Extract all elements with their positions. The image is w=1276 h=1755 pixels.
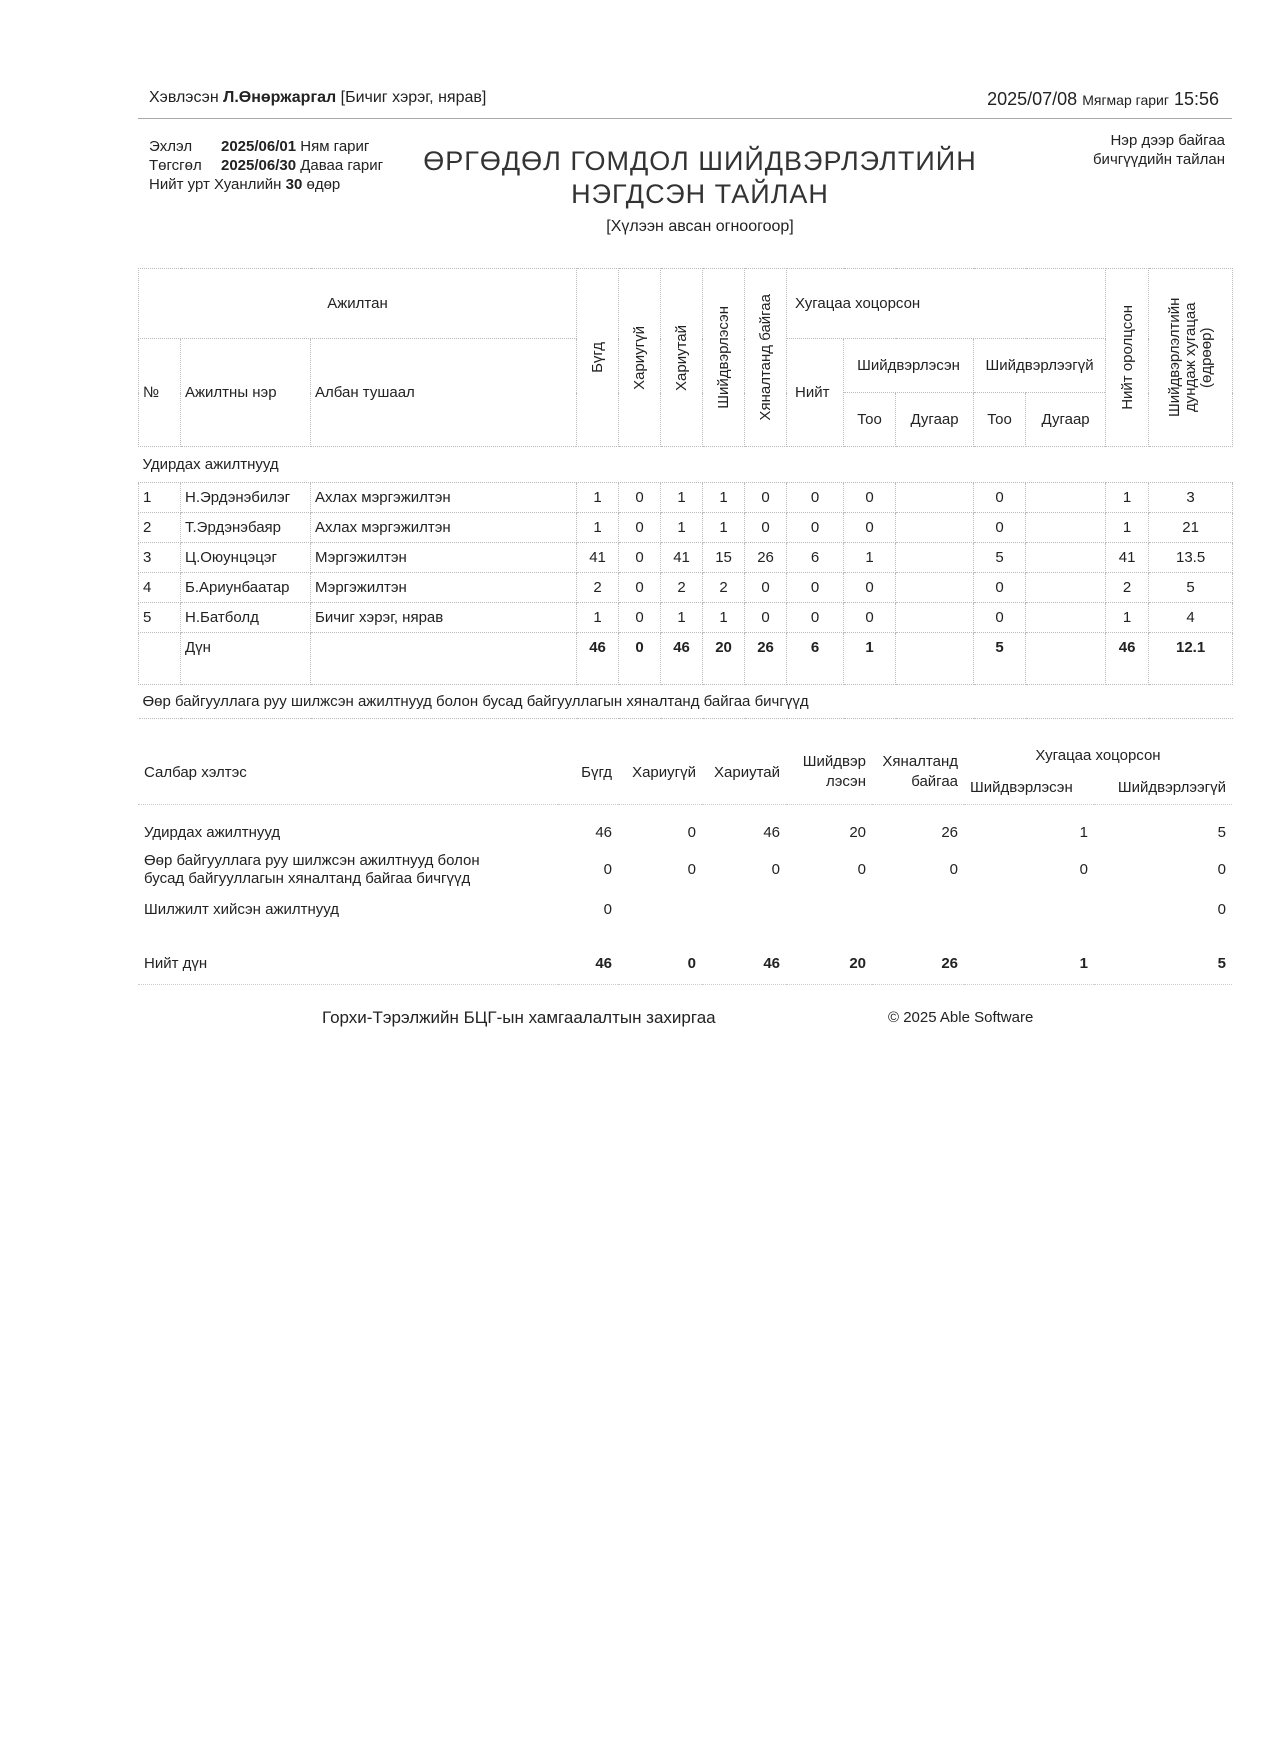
table-cell: 0	[745, 483, 787, 513]
table-cell: Шийдвэрлэсэн	[844, 339, 974, 393]
table-cell: 1	[1106, 513, 1149, 543]
section-transferred: Өөр байгууллага руу шилжсэн ажилтнууд болон бусад байгууллагын хяналтанд байгаа бичгүүд	[139, 685, 1233, 719]
summary-row	[138, 891, 1232, 929]
table-row	[139, 603, 1233, 633]
table-cell: 1	[703, 513, 745, 543]
table-cell: 26	[745, 633, 787, 685]
table-cell: 0	[844, 513, 896, 543]
table-cell: Нийт урт	[149, 176, 210, 193]
table-cell	[703, 269, 745, 447]
table-cell	[896, 603, 974, 633]
table-cell: 1	[844, 633, 896, 685]
table-cell: Төгсгөл	[149, 157, 202, 174]
table-cell	[1026, 483, 1106, 513]
table-cell: 1	[1079, 954, 1088, 972]
table-cell: Шилжилт хийсэн ажилтнууд	[144, 901, 340, 918]
table-cell: Эхлэл	[149, 138, 193, 155]
table-cell: Н.Эрдэнэбилэг	[181, 483, 311, 513]
table-cell	[786, 740, 872, 805]
table-cell	[964, 891, 1094, 929]
table-cell: 1	[1079, 824, 1088, 842]
table-cell: Өөр байгууллага руу шилжсэн ажилтнууд болон	[144, 851, 480, 869]
printed-by-role: [Бичиг хэрэг, нярав]	[340, 89, 487, 106]
table-cell: 0	[787, 483, 844, 513]
table-cell: лэсэн	[825, 773, 866, 790]
table-cell: 20	[849, 824, 866, 842]
table-cell: Салбар хэлтэс	[138, 740, 558, 805]
table-cell: Хяналтанд байгаа	[757, 294, 775, 421]
table-cell: 0	[844, 483, 896, 513]
table-cell	[1149, 269, 1233, 447]
table-cell: 0	[974, 513, 1026, 543]
table-cell: Шийдвэрлэсэн	[715, 306, 733, 409]
table-cell: 4	[1149, 603, 1233, 633]
table-cell: Хяналтанд	[882, 753, 958, 770]
table-cell: 46	[763, 824, 780, 842]
table-cell: 3	[139, 543, 181, 573]
table-cell: Дүн	[181, 633, 311, 685]
table-cell: 26	[941, 954, 958, 972]
table-cell: 5	[974, 633, 1026, 685]
printed-by	[149, 89, 486, 107]
table-cell: Т.Эрдэнэбаяр	[181, 513, 311, 543]
table-cell: өдөр	[306, 176, 341, 193]
table-cell: 0	[787, 573, 844, 603]
table-cell: 15	[703, 543, 745, 573]
table-cell: 0	[1217, 861, 1227, 878]
table-cell: 5	[139, 603, 181, 633]
table-cell: 0	[844, 603, 896, 633]
table-cell: 2	[703, 573, 745, 603]
table-cell: 1	[661, 603, 703, 633]
table-cell: бичгүүдийн тайлан	[1092, 151, 1225, 168]
table-cell	[896, 543, 974, 573]
table-cell: Дугаар	[896, 393, 974, 447]
report-type	[1093, 131, 1225, 169]
table-cell	[745, 269, 787, 447]
table-cell: 2	[577, 573, 619, 603]
table-cell: 46	[577, 633, 619, 685]
table-cell	[619, 269, 661, 447]
table-cell	[138, 849, 558, 891]
table-cell: 0	[771, 861, 780, 878]
table-cell: 0	[745, 513, 787, 543]
table-cell: 0	[857, 861, 866, 878]
subtotal-row	[139, 633, 1233, 685]
table-cell	[702, 891, 786, 929]
table-cell: 0	[745, 603, 787, 633]
header-divider	[138, 118, 1232, 119]
table-cell: Шийдвэрлэсэн	[970, 779, 1073, 796]
table-cell: 6	[787, 543, 844, 573]
table-cell: 0	[949, 861, 958, 878]
summary-row	[138, 805, 1232, 849]
table-cell: 46	[763, 954, 780, 972]
table-cell: Даваа гариг	[300, 157, 384, 174]
table-cell: Тоо	[974, 393, 1026, 447]
table-cell: Хугацаа хоцорсон	[1035, 747, 1161, 764]
table-cell: Хариугүй	[631, 325, 649, 390]
table-cell: Дугаар	[1026, 393, 1106, 447]
table-cell: 0	[619, 543, 661, 573]
table-cell: 0	[619, 573, 661, 603]
table-cell: 26	[941, 824, 958, 842]
report-title	[380, 145, 1020, 211]
table-cell	[661, 269, 703, 447]
table-cell: Удирдах ажилтнууд	[144, 824, 281, 842]
table-cell: Хуанлийн	[214, 176, 282, 193]
table-cell	[896, 513, 974, 543]
overdue-header: Хугацаа хоцорсон	[787, 269, 1106, 339]
table-cell: 0	[1079, 861, 1088, 878]
table-cell	[139, 633, 181, 685]
table-cell: Ажилтны нэр	[181, 339, 311, 447]
table-cell	[786, 891, 872, 929]
table-cell	[1026, 513, 1106, 543]
table-cell: 2	[1106, 573, 1149, 603]
table-cell: 5	[974, 543, 1026, 573]
table-cell: Шийдвэрлэлтийн дундаж хугацаа (өдрөөр)	[1165, 297, 1215, 418]
table-cell: 46	[1106, 633, 1149, 685]
table-cell: 3	[1149, 483, 1233, 513]
table-cell: 0	[974, 483, 1026, 513]
table-cell: Бүгд	[558, 740, 618, 805]
employee-table	[138, 268, 1233, 719]
employee-header: Ажилтан	[139, 269, 577, 339]
table-cell: 0	[844, 573, 896, 603]
table-cell: 1	[703, 483, 745, 513]
table-cell: 6	[787, 633, 844, 685]
table-cell: 0	[619, 633, 661, 685]
table-cell	[311, 633, 577, 685]
table-cell: 0	[687, 861, 696, 878]
table-cell: Хэвлэсэн	[149, 89, 219, 106]
table-cell: Мэргэжилтэн	[311, 543, 577, 573]
table-cell: 1	[844, 543, 896, 573]
table-cell: 0	[787, 513, 844, 543]
table-cell	[1026, 573, 1106, 603]
table-cell: 1	[661, 483, 703, 513]
table-cell: 5	[1149, 573, 1233, 603]
table-cell: Хариутай	[702, 740, 786, 805]
printed-by-name: Л.Өнөржаргал	[223, 89, 337, 106]
section-managers: Удирдах ажилтнууд	[139, 447, 1233, 483]
report-period	[149, 137, 383, 194]
table-row	[139, 573, 1233, 603]
table-cell	[896, 573, 974, 603]
table-cell: Ням гариг	[300, 138, 370, 155]
table-cell: 5	[1217, 954, 1227, 972]
table-cell: 2025/06/01	[221, 138, 297, 155]
table-cell: 21	[1149, 513, 1233, 543]
table-cell: Албан тушаал	[311, 339, 577, 447]
table-cell: 0	[619, 513, 661, 543]
table-cell: Тоо	[844, 393, 896, 447]
table-cell: Б.Ариунбаатар	[181, 573, 311, 603]
table-cell: 1	[577, 483, 619, 513]
table-cell: 0	[619, 483, 661, 513]
table-cell: 1	[139, 483, 181, 513]
table-row	[139, 483, 1233, 513]
summary-row	[138, 849, 1232, 891]
table-cell: 46	[595, 954, 612, 972]
table-cell: 46	[595, 824, 612, 842]
table-cell: 1	[577, 513, 619, 543]
table-cell	[577, 269, 619, 447]
print-weekday: Мягмар гариг	[1082, 92, 1169, 108]
table-cell: Бичиг хэрэг, нярав	[311, 603, 577, 633]
summary-total-row	[138, 929, 1232, 985]
table-cell: 5	[1217, 824, 1227, 842]
table-cell: 0	[687, 824, 696, 842]
table-cell	[1026, 543, 1106, 573]
table-cell: 41	[1106, 543, 1149, 573]
table-cell: 41	[577, 543, 619, 573]
table-cell: 20	[703, 633, 745, 685]
table-cell: 1	[703, 603, 745, 633]
table-cell	[964, 740, 1232, 805]
table-cell: 0	[603, 861, 612, 878]
table-cell	[896, 633, 974, 685]
table-cell: байгаа	[911, 773, 958, 790]
table-cell: 2	[661, 573, 703, 603]
table-cell	[896, 483, 974, 513]
table-cell: бусад байгууллагын хяналтанд байгаа бичгүүд	[144, 869, 471, 887]
summary-header	[138, 740, 1232, 805]
table-row	[139, 543, 1233, 573]
table-cell: 1	[1106, 483, 1149, 513]
table-cell	[1106, 269, 1149, 447]
table-cell: Хариугүй	[618, 740, 702, 805]
table-cell: 46	[661, 633, 703, 685]
print-time: 15:56	[1173, 89, 1219, 109]
table-cell: НЭГДСЭН ТАЙЛАН	[571, 179, 829, 209]
table-cell: 0	[787, 603, 844, 633]
table-cell: Ахлах мэргэжилтэн	[311, 513, 577, 543]
table-cell: 1	[661, 513, 703, 543]
table-cell: 0	[619, 603, 661, 633]
table-cell: Нийт	[787, 339, 844, 447]
table-cell	[1026, 633, 1106, 685]
table-cell: 30	[285, 176, 303, 193]
table-cell: Нийт оролцсон	[1118, 305, 1136, 410]
table-cell: 26	[745, 543, 787, 573]
table-cell: Ц.Оюунцэцэг	[181, 543, 311, 573]
table-cell: 2025/06/30	[221, 157, 297, 174]
table-cell: 0	[745, 573, 787, 603]
table-cell: Шийдвэр	[802, 753, 866, 770]
table-cell: Нийт дүн	[144, 954, 208, 972]
table-cell: 13.5	[1149, 543, 1233, 573]
table-cell: 0	[974, 573, 1026, 603]
table-cell	[1026, 603, 1106, 633]
table-cell	[872, 891, 964, 929]
table-cell: 0	[687, 954, 696, 972]
table-cell: 1	[1106, 603, 1149, 633]
table-cell: Шийдвэрлээгүй	[1117, 779, 1227, 796]
table-cell: №	[139, 339, 181, 447]
table-cell: 4	[139, 573, 181, 603]
table-cell: 1	[577, 603, 619, 633]
table-cell	[618, 891, 702, 929]
footer-organization: Горхи-Тэрэлжийн БЦГ-ын хамгаалалтын захиргаа	[322, 1008, 716, 1027]
table-cell: 0	[1217, 901, 1227, 918]
table-cell	[872, 740, 964, 805]
table-cell: Хариутай	[673, 324, 691, 391]
table-cell: Нэр дээр байгаа	[1110, 132, 1225, 149]
table-cell: 2	[139, 513, 181, 543]
table-cell: Мэргэжилтэн	[311, 573, 577, 603]
print-date: 2025/07/08	[987, 89, 1078, 109]
table-cell: 20	[849, 954, 866, 972]
table-cell: 0	[974, 603, 1026, 633]
table-cell: Шийдвэрлээгүй	[974, 339, 1106, 393]
table-cell: Бүгд	[589, 342, 607, 373]
table-cell: Н.Батболд	[181, 603, 311, 633]
table-cell: Ахлах мэргэжилтэн	[311, 483, 577, 513]
table-cell: 0	[603, 901, 612, 918]
table-cell: 12.1	[1149, 633, 1233, 685]
footer-copyright: © 2025 Able Software	[888, 1009, 1034, 1026]
table-cell: ӨРГӨДӨЛ ГОМДОЛ ШИЙДВЭРЛЭЛТИЙН	[423, 146, 977, 176]
report-subtitle: [Хүлээн авсан огноогоор]	[606, 218, 794, 235]
table-row	[139, 513, 1233, 543]
summary-table	[138, 740, 1232, 985]
print-datetime	[987, 89, 1219, 110]
table-cell: 41	[661, 543, 703, 573]
